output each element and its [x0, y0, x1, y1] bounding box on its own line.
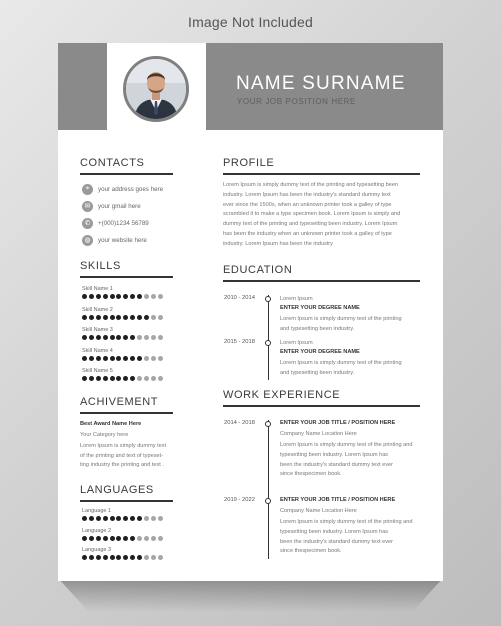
rating-dot: [103, 294, 108, 299]
rating-dot: [89, 335, 94, 340]
rating-dot: [144, 335, 149, 340]
company-name: Company Name Location Here: [280, 508, 357, 514]
email-icon: ✉: [82, 201, 93, 212]
skills-rule: [80, 276, 173, 278]
rating-dot: [116, 315, 121, 320]
rating-dot: [96, 376, 101, 381]
rating-dot: [130, 356, 135, 361]
rating-dot: [89, 294, 94, 299]
skill-label: Skill Name 5: [82, 368, 113, 374]
rating-dots: [82, 356, 165, 361]
profile-text: has been the industry when an unknown printer took a galley of type: [223, 231, 392, 237]
rating-dot: [144, 555, 149, 560]
timeline-dot: [265, 296, 271, 302]
rating-dot: [158, 516, 163, 521]
rating-dot: [151, 555, 156, 560]
rating-dot: [158, 536, 163, 541]
language-label: Language 1: [82, 508, 112, 514]
skill-label: Skill Name 4: [82, 347, 113, 354]
rating-dot: [130, 555, 135, 560]
languages-title: LANGUAGES: [80, 484, 154, 496]
rating-dot: [158, 294, 163, 299]
rating-dot: [116, 356, 121, 361]
rating-dot: [82, 315, 87, 320]
profile-text: industry. Lorem Ipsum has been the industry: [223, 240, 333, 247]
rating-dots: [82, 294, 165, 299]
skills-title: SKILLS: [80, 260, 121, 272]
contact-row: [82, 233, 147, 247]
rating-dot: [110, 555, 115, 560]
education-text: Lorem Ipsum is simply dummy text of the printing: [280, 360, 402, 366]
rating-dot: [123, 555, 128, 560]
rating-dot: [137, 356, 142, 361]
rating-dot: [110, 315, 115, 320]
rating-dot: [144, 376, 149, 381]
rating-dot: [151, 356, 156, 361]
rating-dot: [144, 516, 149, 521]
work-date: 2019 - 2022: [224, 497, 255, 503]
rating-dot: [158, 376, 163, 381]
rating-dot: [116, 555, 121, 560]
education-place: Lorem Ipsum: [280, 340, 313, 346]
rating-dots: [82, 376, 165, 381]
rating-dot: [144, 315, 149, 320]
contact-text: your gmail here: [98, 202, 141, 210]
rating-dot: [116, 516, 121, 521]
rating-dot: [89, 376, 94, 381]
rating-dot: [103, 356, 108, 361]
achievement-rule: [80, 412, 173, 414]
rating-dot: [151, 516, 156, 521]
rating-dot: [82, 376, 87, 381]
profile-text: ever since the 1500s, when an unknown printer took a galley of type: [223, 201, 392, 208]
rating-dot: [96, 516, 101, 521]
rating-dot: [110, 356, 115, 361]
profile-text: dummy text of the printing and typesetting been industry. Lorem Ipsum: [223, 221, 398, 228]
work-rule: [223, 405, 420, 407]
contacts-title: CONTACTS: [80, 157, 145, 169]
rating-dot: [130, 516, 135, 521]
page-shadow: [58, 578, 443, 612]
rating-dot: [137, 294, 142, 299]
work-text: since thespecimen book.: [280, 548, 342, 555]
contact-text: your website here: [98, 236, 147, 244]
rating-dot: [123, 376, 128, 381]
rating-dot: [158, 335, 163, 340]
award-category: Your Category here: [80, 432, 129, 438]
work-text: typesetting been industry. Lorem Ipsum has: [280, 451, 389, 458]
contact-text: +(000)1234 56789: [98, 219, 149, 227]
achievement-title: ACHIVEMENT: [80, 396, 159, 408]
contact-row: [82, 216, 149, 230]
avatar: [123, 56, 189, 122]
rating-dot: [110, 335, 115, 340]
rating-dot: [116, 335, 121, 340]
rating-dot: [89, 555, 94, 560]
rating-dot: [137, 536, 142, 541]
rating-dot: [89, 536, 94, 541]
rating-dot: [110, 294, 115, 299]
rating-dot: [123, 335, 128, 340]
language-label: Language 2: [82, 527, 112, 534]
education-text: and typesetting been industry.: [280, 369, 355, 376]
profile-text: industry. Lorem Ipsum has been the industry's standard dummy text: [223, 191, 391, 198]
rating-dot: [151, 536, 156, 541]
rating-dot: [110, 516, 115, 521]
rating-dot: [151, 376, 156, 381]
rating-dot: [116, 536, 121, 541]
rating-dot: [96, 315, 101, 320]
rating-dot: [96, 335, 101, 340]
rating-dot: [82, 294, 87, 299]
rating-dot: [82, 335, 87, 340]
education-text: Lorem Ipsum is simply dummy text of the printing: [280, 316, 402, 322]
work-text: Lorem Ipsum is simply dummy text of the printing and: [280, 442, 413, 448]
degree-name: ENTER YOUR DEGREE NAME: [280, 305, 360, 311]
rating-dot: [110, 376, 115, 381]
rating-dot: [151, 294, 156, 299]
rating-dots: [82, 335, 165, 340]
timeline-dot: [265, 421, 271, 427]
work-text: been the industry's standard dummy text ever: [280, 461, 394, 468]
education-timeline: [268, 295, 269, 380]
rating-dot: [158, 555, 163, 560]
education-title: EDUCATION: [223, 264, 293, 276]
languages-rule: [80, 500, 173, 502]
rating-dot: [103, 536, 108, 541]
job-title: ENTER YOUR JOB TITLE / POSITION HERE: [280, 497, 396, 503]
degree-name: ENTER YOUR DEGREE NAME: [280, 349, 360, 355]
rating-dot: [123, 516, 128, 521]
rating-dot: [130, 335, 135, 340]
rating-dot: [82, 536, 87, 541]
rating-dot: [103, 516, 108, 521]
rating-dot: [123, 536, 128, 541]
rating-dot: [137, 516, 142, 521]
award-name: Best Award Name Here: [80, 421, 142, 427]
rating-dot: [103, 315, 108, 320]
rating-dot: [130, 315, 135, 320]
contact-row: [82, 182, 163, 196]
rating-dot: [130, 294, 135, 299]
company-name: Company Name Location Here: [280, 431, 357, 437]
skill-label: Skill Name 3: [82, 327, 113, 333]
profile-text: Lorem Ipsum is simply dummy text of the printing and typesetting been: [223, 182, 399, 188]
skill-label: Skill Name 2: [82, 306, 113, 313]
rating-dot: [123, 315, 128, 320]
rating-dot: [158, 315, 163, 320]
rating-dot: [137, 555, 142, 560]
image-not-included-note: Image Not Included: [187, 14, 313, 30]
achievement-text: Lorem Ipsum is simply dummy text: [80, 443, 167, 449]
rating-dot: [137, 315, 142, 320]
rating-dot: [151, 315, 156, 320]
rating-dot: [96, 294, 101, 299]
location-icon: ⌖: [82, 184, 93, 195]
rating-dot: [103, 555, 108, 560]
rating-dot: [144, 356, 149, 361]
rating-dot: [137, 376, 142, 381]
contacts-rule: [80, 173, 173, 175]
rating-dot: [82, 555, 87, 560]
job-title: ENTER YOUR JOB TITLE / POSITION HERE: [280, 420, 396, 426]
rating-dot: [116, 376, 121, 381]
work-title: WORK EXPERIENCE: [223, 389, 341, 401]
job-position: YOUR JOB POSITION HERE: [237, 97, 356, 106]
work-timeline: [268, 420, 269, 559]
contact-row: [82, 199, 141, 213]
rating-dot: [89, 516, 94, 521]
achievement-text: of the printing and text of typeset-: [80, 452, 164, 459]
rating-dots: [82, 516, 165, 521]
rating-dot: [123, 294, 128, 299]
rating-dot: [96, 356, 101, 361]
work-text: since thespecimen book.: [280, 471, 342, 478]
work-date: 2014 - 2018: [224, 420, 255, 426]
globe-icon: ◍: [82, 235, 93, 246]
rating-dot: [158, 356, 163, 361]
education-date: 2010 - 2014: [224, 295, 255, 301]
work-text: been the industry's standard dummy text ever: [280, 538, 394, 545]
timeline-dot: [265, 498, 271, 504]
rating-dots: [82, 555, 165, 560]
rating-dot: [103, 335, 108, 340]
rating-dot: [82, 356, 87, 361]
rating-dot: [130, 536, 135, 541]
work-text: Lorem Ipsum is simply dummy text of the printing and: [280, 519, 413, 525]
contact-text: your address goes here: [98, 185, 164, 193]
rating-dot: [96, 536, 101, 541]
language-label: Language 3: [82, 547, 112, 553]
education-place: Lorem Ipsum: [280, 296, 313, 302]
skill-label: Skill Name 1: [82, 286, 113, 292]
rating-dot: [110, 536, 115, 541]
profile-title: PROFILE: [223, 157, 275, 169]
rating-dot: [82, 516, 87, 521]
resume-page: [58, 43, 443, 581]
work-text: typesetting been industry. Lorem Ipsum has: [280, 528, 389, 535]
rating-dot: [130, 376, 135, 381]
profile-rule: [223, 173, 420, 175]
profile-text: scrambled it to make a type specimen book. Lorem Ipsum is simply and: [223, 211, 401, 218]
rating-dot: [116, 294, 121, 299]
phone-icon: ✆: [82, 218, 93, 229]
education-date: 2015 - 2018: [224, 339, 255, 345]
rating-dot: [137, 335, 142, 340]
rating-dot: [151, 335, 156, 340]
education-text: and typesetting been industry.: [280, 325, 355, 332]
full-name: NAME SURNAME: [236, 73, 406, 94]
rating-dot: [89, 315, 94, 320]
rating-dot: [144, 536, 149, 541]
timeline-dot: [265, 340, 271, 346]
rating-dot: [123, 356, 128, 361]
person-photo-icon: [126, 59, 186, 119]
rating-dot: [96, 555, 101, 560]
education-rule: [223, 280, 420, 282]
rating-dot: [89, 356, 94, 361]
achievement-text: ting industry the printing and text .: [80, 462, 164, 469]
rating-dot: [103, 376, 108, 381]
rating-dots: [82, 536, 165, 541]
rating-dots: [82, 315, 165, 320]
rating-dot: [144, 294, 149, 299]
